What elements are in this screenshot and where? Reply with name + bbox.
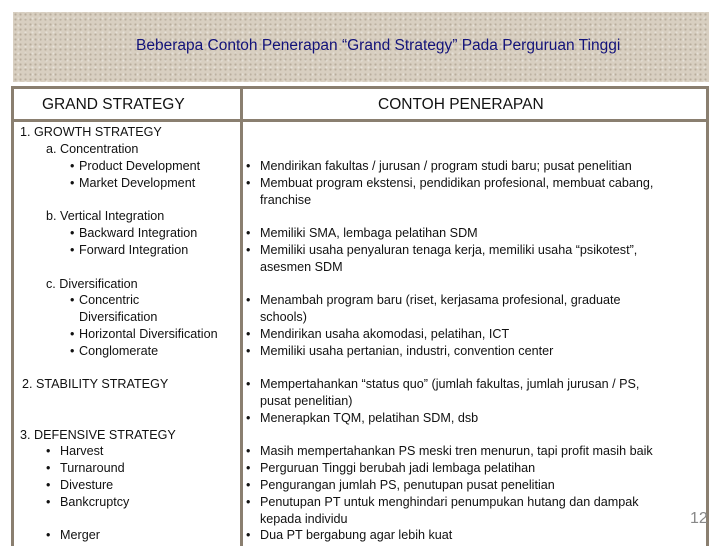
conglomerate-label: Conglomerate xyxy=(79,344,159,358)
bullet-icon: • xyxy=(46,528,51,542)
bullet-icon: • xyxy=(246,243,251,257)
bullet-icon: • xyxy=(70,159,75,173)
bullet-icon: • xyxy=(70,226,75,240)
header-grand-strategy: GRAND STRATEGY xyxy=(42,96,185,113)
stability-strategy-label: 2. STABILITY STRATEGY xyxy=(22,377,169,391)
bullet-icon: • xyxy=(70,243,75,257)
example-agriculture: Memiliki usaha pertanian, industri, convention center xyxy=(260,344,554,358)
bullet-icon: • xyxy=(46,495,51,509)
concentric-label: Concentric xyxy=(79,293,140,307)
concentric-label-cont: Diversification xyxy=(79,310,158,324)
bullet-icon: • xyxy=(246,176,251,190)
turnaround-label: Turnaround xyxy=(60,461,125,475)
slide-title: Beberapa Contoh Penerapan “Grand Strategy” Pada Perguruan Tinggi xyxy=(136,37,621,54)
bullet-icon: • xyxy=(246,461,251,475)
bullet-icon: • xyxy=(246,226,251,240)
backward-integration-label: Backward Integration xyxy=(79,226,198,240)
example-status-quo: Mempertahankan “status quo” (jumlah fakultas, jumlah jurusan / PS, xyxy=(260,377,640,391)
example-training-institution: Perguruan Tinggi berubah jadi lembaga pelatihan xyxy=(260,461,536,475)
example-close-pt-cont: kepada individu xyxy=(260,512,348,526)
defensive-strategy-label: 3. DEFENSIVE STRATEGY xyxy=(20,428,176,442)
bullet-icon: • xyxy=(70,176,75,190)
product-development-label: Product Development xyxy=(79,159,201,173)
merger-label: Merger xyxy=(60,528,100,542)
example-new-program: Menambah program baru (riset, kerjasama profesional, graduate xyxy=(260,293,621,307)
bullet-icon: • xyxy=(246,327,251,341)
example-extension-program-cont: franchise xyxy=(260,193,312,207)
bullet-icon: • xyxy=(46,444,51,458)
divesture-label: Divesture xyxy=(60,478,114,492)
bullet-icon: • xyxy=(246,159,251,173)
market-development-label: Market Development xyxy=(79,176,196,190)
horizontal-diversification-label: Horizontal Diversification xyxy=(79,327,218,341)
bullet-icon: • xyxy=(246,377,251,391)
bankcruptcy-label: Bankcruptcy xyxy=(60,495,130,509)
example-keep-ps: Masih mempertahankan PS meski tren menurun, tapi profit masih baik xyxy=(260,444,653,458)
bullet-icon: • xyxy=(246,344,251,358)
vertical-integration-label: b. Vertical Integration xyxy=(46,209,165,223)
example-reduce-ps: Pengurangan jumlah PS, penutupan pusat penelitian xyxy=(260,478,555,492)
concentration-label: a. Concentration xyxy=(46,142,139,156)
harvest-label: Harvest xyxy=(60,444,104,458)
diversification-label: c. Diversification xyxy=(46,277,138,291)
bullet-icon: • xyxy=(246,293,251,307)
bullet-icon: • xyxy=(246,444,251,458)
example-new-faculty: Mendirikan fakultas / jurusan / program studi baru; pusat penelitian xyxy=(260,159,632,173)
example-sma: Memiliki SMA, lembaga pelatihan SDM xyxy=(260,226,478,240)
bullet-icon: • xyxy=(246,478,251,492)
example-tqm: Menerapkan TQM, pelatihan SDM, dsb xyxy=(260,411,479,425)
bullet-icon: • xyxy=(246,495,251,509)
example-extension-program: Membuat program ekstensi, pendidikan profesional, membuat cabang, xyxy=(260,176,654,190)
example-labor-supply: Memiliki usaha penyaluran tenaga kerja, memiliki usaha “psikotest”, xyxy=(260,243,638,257)
example-close-pt: Penutupan PT untuk menghindari penumpukan hutang dan dampak xyxy=(260,495,639,509)
example-merge: Dua PT bergabung agar lebih kuat xyxy=(260,528,453,542)
header-divider xyxy=(11,119,709,122)
example-accommodation: Mendirikan usaha akomodasi, pelatihan, ICT xyxy=(260,327,510,341)
example-labor-supply-cont: asesmen SDM xyxy=(260,260,343,274)
forward-integration-label: Forward Integration xyxy=(79,243,189,257)
page-number: 12 xyxy=(690,510,708,527)
bullet-icon: • xyxy=(46,478,51,492)
bullet-icon: • xyxy=(46,461,51,475)
bullet-icon: • xyxy=(70,293,75,307)
example-status-quo-cont: pusat penelitian) xyxy=(260,394,353,408)
bullet-icon: • xyxy=(246,528,251,542)
bullet-icon: • xyxy=(70,327,75,341)
bullet-icon: • xyxy=(70,344,75,358)
growth-strategy-label: 1. GROWTH STRATEGY xyxy=(20,125,162,139)
column-divider xyxy=(240,86,243,546)
bullet-icon: • xyxy=(246,411,251,425)
example-new-program-cont: schools) xyxy=(260,310,307,324)
header-contoh-penerapan: CONTOH PENERAPAN xyxy=(378,96,544,113)
